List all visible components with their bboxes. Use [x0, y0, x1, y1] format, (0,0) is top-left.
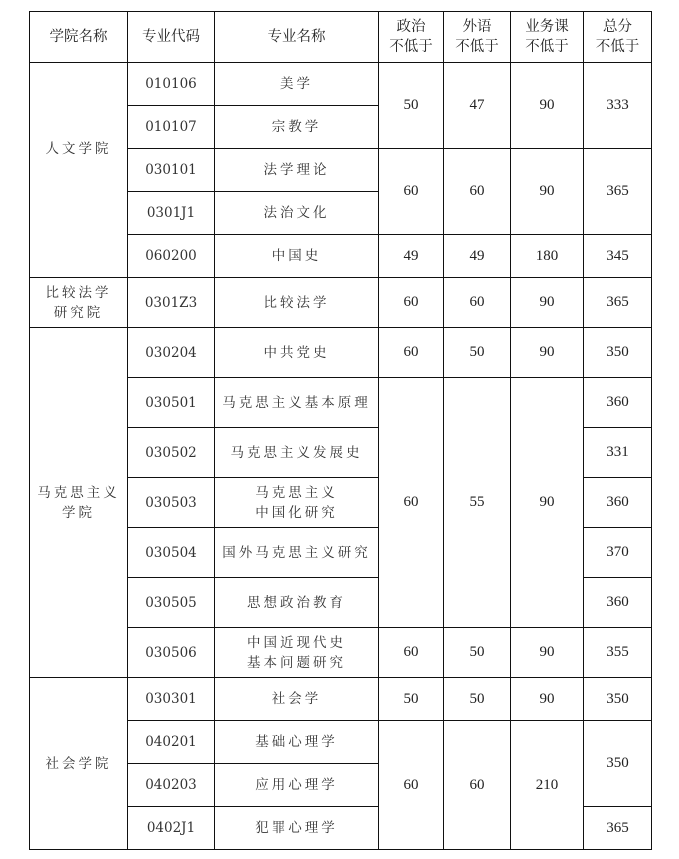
total-score: 365	[584, 278, 652, 328]
major-name: 宗教学	[215, 106, 379, 149]
major-code: 040203	[128, 764, 215, 807]
college-cell: 比较法学 研究院	[30, 278, 128, 328]
header-code: 专业代码	[128, 12, 215, 63]
politics-score: 50	[379, 63, 444, 149]
foreign-score: 50	[444, 628, 511, 678]
major-code: 030204	[128, 328, 215, 378]
major-code: 010107	[128, 106, 215, 149]
header-college: 学院名称	[30, 12, 128, 63]
total-score: 350	[584, 721, 652, 807]
course-score: 90	[511, 628, 584, 678]
major-name: 基础心理学	[215, 721, 379, 764]
table-row	[30, 328, 652, 378]
foreign-score: 50	[444, 328, 511, 378]
major-name: 思想政治教育	[215, 578, 379, 628]
total-score: 365	[584, 149, 652, 235]
major-code: 0301Z3	[128, 278, 215, 328]
politics-score: 60	[379, 278, 444, 328]
total-score: 360	[584, 478, 652, 528]
total-score: 333	[584, 63, 652, 149]
major-code: 060200	[128, 235, 215, 278]
major-code: 030301	[128, 678, 215, 721]
header-row	[30, 12, 652, 63]
course-score: 180	[511, 235, 584, 278]
total-score: 365	[584, 807, 652, 850]
total-score: 350	[584, 678, 652, 721]
major-code: 030502	[128, 428, 215, 478]
major-name: 中共党史	[215, 328, 379, 378]
major-code: 040201	[128, 721, 215, 764]
major-name: 马克思主义基本原理	[215, 378, 379, 428]
score-requirements-table	[29, 11, 652, 850]
foreign-score: 60	[444, 721, 511, 850]
major-name: 国外马克思主义研究	[215, 528, 379, 578]
college-cell: 社会学院	[30, 678, 128, 850]
table-row	[30, 278, 652, 328]
total-score: 360	[584, 378, 652, 428]
college-cell: 马克思主义 学院	[30, 328, 128, 678]
major-name: 法学理论	[215, 149, 379, 192]
header-major: 专业名称	[215, 12, 379, 63]
table-row	[30, 63, 652, 106]
total-score: 331	[584, 428, 652, 478]
politics-score: 50	[379, 678, 444, 721]
foreign-score: 47	[444, 63, 511, 149]
major-name: 中国史	[215, 235, 379, 278]
course-score: 90	[511, 278, 584, 328]
politics-score: 49	[379, 235, 444, 278]
major-code: 010106	[128, 63, 215, 106]
total-score: 360	[584, 578, 652, 628]
major-name: 犯罪心理学	[215, 807, 379, 850]
foreign-score: 55	[444, 378, 511, 628]
major-code: 030506	[128, 628, 215, 678]
major-name: 社会学	[215, 678, 379, 721]
header-total: 总分 不低于	[584, 12, 652, 63]
table-row	[30, 678, 652, 721]
foreign-score: 49	[444, 235, 511, 278]
total-score: 355	[584, 628, 652, 678]
foreign-score: 50	[444, 678, 511, 721]
major-code: 030505	[128, 578, 215, 628]
foreign-score: 60	[444, 278, 511, 328]
major-name: 法治文化	[215, 192, 379, 235]
major-name: 马克思主义发展史	[215, 428, 379, 478]
major-code: 0402J1	[128, 807, 215, 850]
politics-score: 60	[379, 378, 444, 628]
politics-score: 60	[379, 628, 444, 678]
major-code: 030501	[128, 378, 215, 428]
foreign-score: 60	[444, 149, 511, 235]
politics-score: 60	[379, 721, 444, 850]
header-foreign-language: 外语 不低于	[444, 12, 511, 63]
course-score: 90	[511, 328, 584, 378]
major-code: 030504	[128, 528, 215, 578]
header-major-course: 业务课 不低于	[511, 12, 584, 63]
header-politics: 政治 不低于	[379, 12, 444, 63]
total-score: 345	[584, 235, 652, 278]
major-code: 030101	[128, 149, 215, 192]
politics-score: 60	[379, 328, 444, 378]
college-cell: 人文学院	[30, 63, 128, 278]
course-score: 90	[511, 378, 584, 628]
course-score: 90	[511, 678, 584, 721]
major-name: 美学	[215, 63, 379, 106]
major-code: 030503	[128, 478, 215, 528]
major-name: 马克思主义 中国化研究	[215, 478, 379, 528]
course-score: 90	[511, 149, 584, 235]
course-score: 210	[511, 721, 584, 850]
course-score: 90	[511, 63, 584, 149]
major-code: 0301J1	[128, 192, 215, 235]
major-name: 应用心理学	[215, 764, 379, 807]
major-name: 比较法学	[215, 278, 379, 328]
total-score: 370	[584, 528, 652, 578]
major-name: 中国近现代史 基本问题研究	[215, 628, 379, 678]
politics-score: 60	[379, 149, 444, 235]
total-score: 350	[584, 328, 652, 378]
